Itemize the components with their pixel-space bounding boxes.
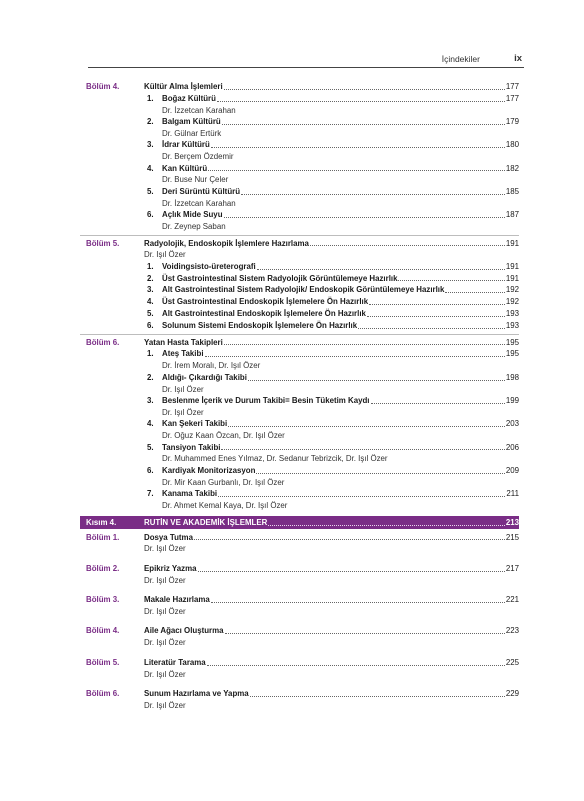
entry-title: Kan Kültürü: [162, 163, 208, 173]
section-author: Dr. Berçem Özdemir: [162, 152, 234, 162]
section-entry-link[interactable]: [162, 418, 519, 430]
entry-page-number: 211: [506, 489, 519, 499]
section-number: 4.: [147, 163, 154, 173]
entry-title: Makale Hazırlama: [144, 595, 210, 605]
chapter-block: [80, 235, 519, 334]
dot-leader: [205, 355, 505, 357]
dot-leader: [208, 169, 505, 171]
part-label: Kısım 4.: [86, 517, 117, 527]
dot-leader: [358, 327, 505, 329]
chapter-block: [80, 622, 519, 653]
section-row: [80, 488, 519, 500]
chapter-entry-link[interactable]: [144, 238, 519, 250]
section-author: Dr. Muhammed Enes Yılmaz, Dr. Sedanur Tebrizcik, Dr. Işıl Özer: [162, 454, 388, 464]
entry-page-number: 198: [505, 372, 519, 382]
section-author: Dr. İzzetcan Karahan: [162, 105, 236, 115]
entry-title: Epikriz Yazma: [144, 563, 197, 573]
dot-leader: [398, 279, 504, 281]
part-entry-link[interactable]: [144, 516, 519, 529]
entry-page-number: 177: [505, 93, 519, 103]
section-row: [80, 348, 519, 360]
part-header-bar: [80, 516, 519, 529]
entry-title: Voidingsisto-üreterografi: [162, 261, 256, 271]
entry-page-number: 193: [505, 320, 519, 330]
chapter-label: Bölüm 6.: [86, 337, 120, 347]
section-number: 3.: [147, 396, 154, 406]
dot-leader: [228, 425, 505, 427]
chapter-label: Bölüm 5.: [86, 238, 120, 248]
section-number: 6.: [147, 465, 154, 475]
entry-title: Ateş Takibi: [162, 349, 204, 359]
entry-title: Solunum Sistemi Endoskopik İşlemelere Ön Hazırlık: [162, 320, 358, 330]
chapter-entry-link[interactable]: [144, 594, 519, 606]
entry-page-number: 195: [505, 349, 519, 359]
section-number: 2.: [147, 273, 154, 283]
entry-page-number: 180: [505, 140, 519, 150]
section-entry-link[interactable]: [162, 209, 519, 221]
chapter-block: [80, 81, 519, 235]
chapter-row: [80, 563, 519, 575]
chapter-block: [80, 529, 519, 560]
running-header: [88, 48, 524, 68]
chapter-block: [80, 560, 519, 591]
section-number: 1.: [147, 261, 154, 271]
dot-leader: [225, 632, 505, 634]
dot-leader: [217, 100, 505, 102]
dot-leader: [224, 216, 505, 218]
dot-leader: [222, 123, 505, 125]
chapter-author: Dr. Işıl Özer: [144, 700, 186, 710]
entry-page-number: 177: [505, 82, 519, 91]
entry-title: Alt Gastrointestinal Sistem Radyolojik/ Endoskopik Görüntülemeye Hazırlık: [162, 285, 445, 295]
entry-page-number: 221: [505, 595, 519, 605]
section-number: 6.: [147, 210, 154, 220]
section-entry-link[interactable]: [162, 296, 519, 308]
section-row: [80, 418, 519, 430]
entry-page-number: 195: [505, 337, 519, 347]
section-number: 5.: [147, 309, 154, 319]
entry-title: Beslenme İçerik ve Durum Takibi= Besin Tüketim Kaydı: [162, 396, 370, 406]
dot-leader: [256, 472, 504, 474]
section-entry-link[interactable]: [162, 348, 519, 360]
section-author: Dr. Zeynep Saban: [162, 222, 226, 232]
dot-leader: [369, 303, 505, 305]
section-row: [80, 308, 519, 320]
entry-title: Radyolojik, Endoskopik İşlemlere Hazırlama: [144, 238, 309, 248]
chapter-block: [80, 591, 519, 622]
chapter-row: [80, 532, 519, 544]
chapter-entry-link[interactable]: [144, 81, 519, 93]
section-number: 5.: [147, 186, 154, 196]
chapter-author: Dr. Işıl Özer: [144, 606, 186, 616]
chapter-label: Bölüm 3.: [86, 595, 120, 605]
chapter-block: [80, 334, 519, 514]
section-entry-link[interactable]: [162, 163, 519, 175]
entry-title: Alt Gastrointestinal Endoskopik İşlemelere Ön Hazırlık: [162, 309, 366, 319]
section-entry-link[interactable]: [162, 395, 519, 407]
section-entry-link[interactable]: [162, 465, 519, 477]
chapter-block: [80, 654, 519, 685]
dot-leader: [367, 315, 505, 317]
chapter-label: Bölüm 2.: [86, 563, 120, 573]
entry-title: Üst Gastrointestinal Sistem Radyolojik Görüntülemeye Hazırlık: [162, 273, 398, 283]
dot-leader: [248, 379, 505, 381]
entry-title: Tansiyon Takibi: [162, 442, 221, 452]
chapter-entry-link[interactable]: [144, 337, 519, 349]
section-row: [80, 284, 519, 296]
section-row: [80, 320, 519, 332]
section-entry-link[interactable]: [162, 442, 519, 454]
entry-page-number: 192: [505, 297, 519, 307]
entry-page-number: 193: [505, 309, 519, 319]
entry-title: Sunum Hazırlama ve Yapma: [144, 689, 249, 699]
chapter-row: [80, 594, 519, 606]
part-row: [80, 516, 519, 529]
section-number: 7.: [147, 489, 154, 499]
dot-leader: [445, 291, 504, 293]
section-author: Dr. Buse Nur Çeler: [162, 175, 229, 185]
section-number: 5.: [147, 442, 154, 452]
entry-page-number: 215: [505, 532, 519, 542]
section-entry-link[interactable]: [162, 320, 519, 332]
chapter-row: [80, 688, 519, 700]
entry-page-number: 209: [505, 465, 519, 475]
section-number: 4.: [147, 419, 154, 429]
table-of-contents: [80, 81, 519, 716]
dot-leader: [207, 664, 505, 666]
section-row: [80, 163, 519, 175]
section-number: 4.: [147, 297, 154, 307]
section-entry-link[interactable]: [162, 93, 519, 105]
chapter-row: [80, 238, 519, 250]
chapter-row: [80, 657, 519, 669]
entry-title: İdrar Kültürü: [162, 140, 210, 150]
section-author: Dr. Gülnar Ertürk: [162, 128, 222, 138]
dot-leader: [211, 146, 505, 148]
entry-page-number: 206: [505, 442, 519, 452]
chapter-author: Dr. Işıl Özer: [144, 669, 186, 679]
entry-title: Aile Ağacı Oluşturma: [144, 626, 224, 636]
section-number: 3.: [147, 285, 154, 295]
section-row: [80, 372, 519, 384]
entry-page-number: 185: [505, 186, 519, 196]
chapter-author: Dr. Işıl Özer: [144, 575, 186, 585]
dot-leader: [224, 343, 505, 345]
section-row: [80, 395, 519, 407]
chapter-label: Bölüm 4.: [86, 82, 120, 91]
entry-page-number: 191: [505, 238, 519, 248]
section-row: [80, 93, 519, 105]
chapter-row: [80, 337, 519, 349]
entry-title: Deri Sürüntü Kültürü: [162, 186, 241, 196]
entry-title: Literatür Tarama: [144, 657, 206, 667]
section-entry-link[interactable]: [162, 308, 519, 320]
entry-page-number: 199: [505, 396, 519, 406]
chapter-entry-link[interactable]: [144, 563, 519, 575]
section-number: 3.: [147, 140, 154, 150]
section-author: Dr. Işıl Özer: [162, 407, 204, 417]
dot-leader: [310, 244, 505, 246]
chapter-label: Bölüm 1.: [86, 532, 120, 542]
entry-page-number: 179: [505, 117, 519, 127]
chapter-row: [80, 81, 519, 93]
section-entry-link[interactable]: [162, 273, 519, 285]
section-row: [80, 186, 519, 198]
section-row: [80, 139, 519, 151]
entry-page-number: 191: [505, 273, 519, 283]
section-number: 6.: [147, 320, 154, 330]
chapter-entry-link[interactable]: [144, 688, 519, 700]
section-number: 1.: [147, 93, 154, 103]
chapter-entry-link[interactable]: [144, 532, 519, 544]
section-author: Dr. İzzetcan Karahan: [162, 198, 236, 208]
entry-page-number: 192: [505, 285, 519, 295]
entry-page-number: 182: [505, 163, 519, 173]
dot-leader: [250, 695, 505, 697]
chapter-author: Dr. Işıl Özer: [144, 544, 186, 554]
entry-title: Açlık Mide Suyu: [162, 210, 223, 220]
section-row: [80, 465, 519, 477]
section-row: [80, 273, 519, 285]
section-entry-link[interactable]: [162, 284, 519, 296]
entry-page-number: 187: [505, 210, 519, 220]
section-row: [80, 296, 519, 308]
section-entry-link[interactable]: [162, 261, 519, 273]
header-page-number: ix: [514, 53, 522, 64]
chapter-author: Dr. Işıl Özer: [144, 250, 186, 260]
chapter-entry-link[interactable]: [144, 657, 519, 669]
entry-title: Yatan Hasta Takipleri: [144, 337, 223, 347]
entry-page-number: 229: [505, 689, 519, 699]
entry-title: Dosya Tutma: [144, 532, 193, 542]
section-number: 1.: [147, 349, 154, 359]
dot-leader: [241, 193, 505, 195]
dot-leader: [371, 402, 505, 404]
section-row: [80, 442, 519, 454]
entry-title: Kan Şekeri Takibi: [162, 419, 228, 429]
section-author: Dr. Ahmet Kemal Kaya, Dr. Işıl Özer: [162, 501, 288, 511]
dot-leader: [268, 524, 504, 526]
entry-title: Kardiyak Monitorizasyon: [162, 465, 256, 475]
section-row: [80, 209, 519, 221]
dot-leader: [221, 448, 504, 450]
section-entry-link[interactable]: [162, 116, 519, 128]
entry-title: Kanama Takibi: [162, 489, 218, 499]
section-number: 2.: [147, 372, 154, 382]
section-row: [80, 116, 519, 128]
section-author: Dr. İrem Moralı, Dr. Işıl Özer: [162, 361, 261, 371]
chapter-label: Bölüm 5.: [86, 657, 120, 667]
dot-leader: [224, 88, 505, 90]
dot-leader: [194, 538, 505, 540]
entry-page-number: 191: [505, 261, 519, 271]
entry-title: Kültür Alma İşlemleri: [144, 82, 223, 91]
entry-title: RUTİN VE AKADEMİK İŞLEMLER: [144, 517, 268, 527]
section-entry-link[interactable]: [162, 372, 519, 384]
dot-leader: [198, 570, 505, 572]
section-entry-link[interactable]: [162, 139, 519, 151]
chapter-row: [80, 625, 519, 637]
section-author: Dr. Oğuz Kaan Özcan, Dr. Işıl Özer: [162, 431, 285, 441]
chapter-label: Bölüm 6.: [86, 689, 120, 699]
section-author: Dr. Işıl Özer: [162, 384, 204, 394]
entry-title: Balgam Kültürü: [162, 117, 221, 127]
section-number: 2.: [147, 117, 154, 127]
section-entry-link[interactable]: [162, 186, 519, 198]
entry-title: Üst Gastrointestinal Endoskopik İşlemelere Ön Hazırlık: [162, 297, 369, 307]
chapter-entry-link[interactable]: [144, 625, 519, 637]
header-title: İçindekiler: [441, 54, 480, 64]
section-entry-link[interactable]: [162, 488, 519, 500]
chapter-block: [80, 685, 519, 716]
chapter-author: Dr. Işıl Özer: [144, 638, 186, 648]
section-row: [80, 261, 519, 273]
entry-page-number: 223: [505, 626, 519, 636]
section-author: Dr. Mir Kaan Gurbanlı, Dr. Işıl Özer: [162, 477, 285, 487]
entry-page-number: 217: [505, 563, 519, 573]
entry-page-number: 213: [505, 517, 519, 527]
chapter-label: Bölüm 4.: [86, 626, 120, 636]
dot-leader: [211, 601, 505, 603]
dot-leader: [218, 495, 505, 497]
entry-page-number: 225: [505, 657, 519, 667]
dot-leader: [257, 268, 505, 270]
entry-title: Boğaz Kültürü: [162, 93, 216, 103]
entry-page-number: 203: [505, 419, 519, 429]
entry-title: Aldığı- Çıkardığı Takibi: [162, 372, 247, 382]
